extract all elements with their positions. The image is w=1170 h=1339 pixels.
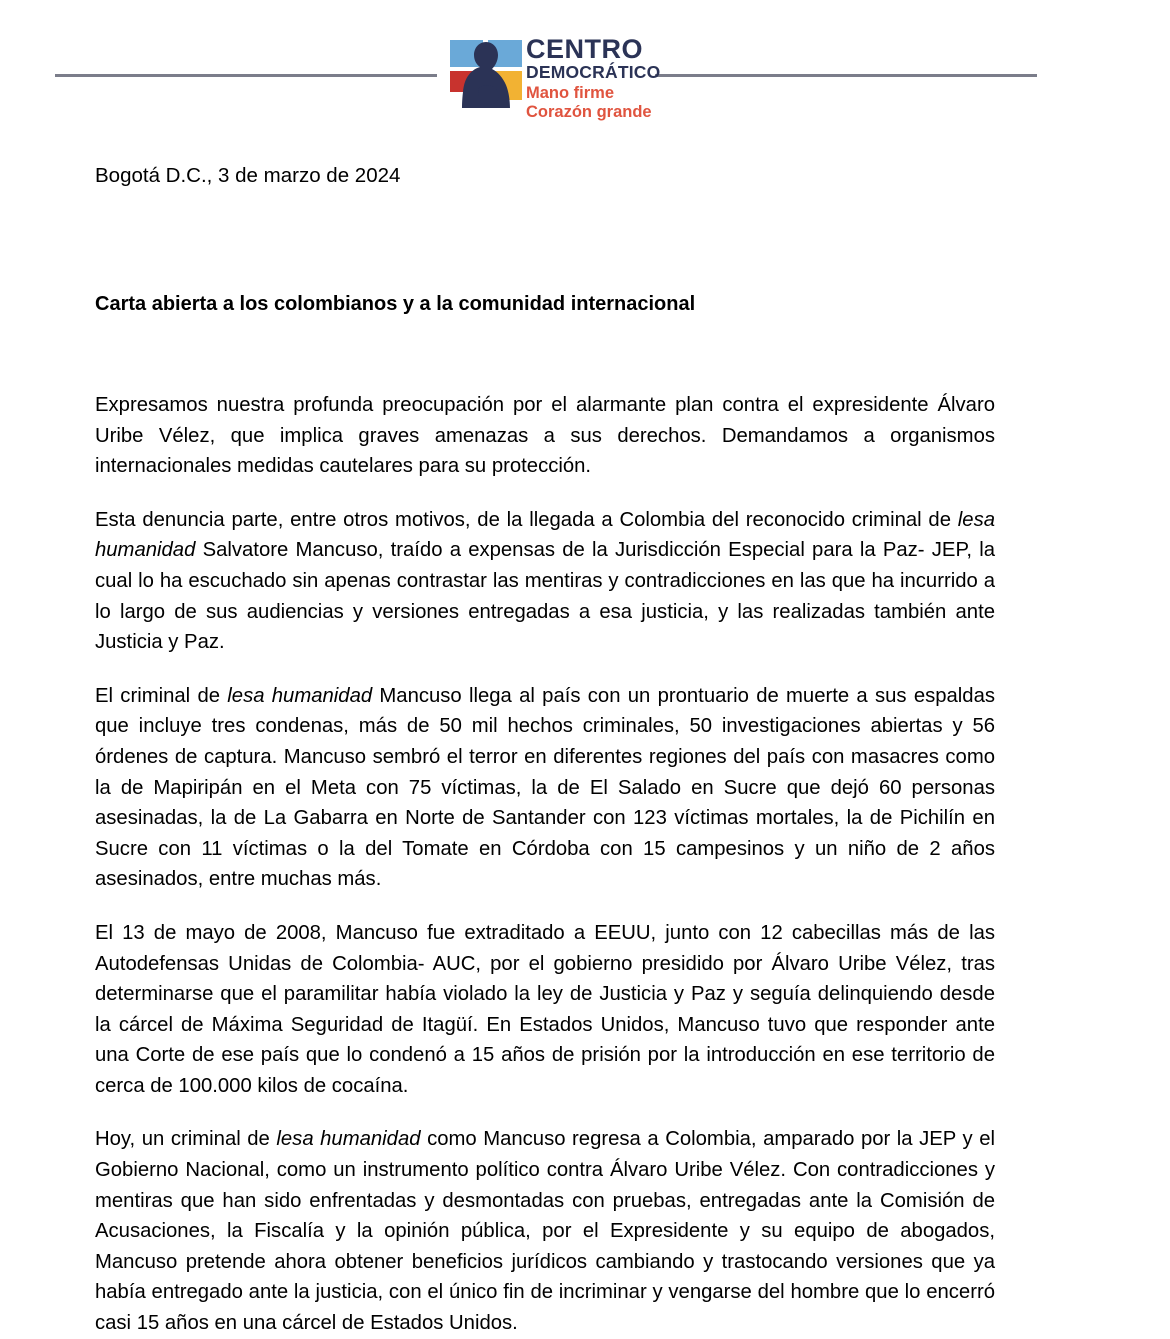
centro-democratico-emblem-icon xyxy=(448,36,524,116)
wordmark-line-centro: CENTRO xyxy=(526,34,643,64)
tagline-line-mano-firme: Mano firme xyxy=(526,84,615,102)
wordmark-line-democratico: DEMOCRÁTICO xyxy=(526,62,661,82)
organization-wordmark xyxy=(526,36,706,121)
para-2 xyxy=(95,505,995,658)
para-3 xyxy=(95,681,995,895)
letter-body xyxy=(95,163,995,1339)
letter-paragraphs xyxy=(95,390,995,1339)
letterhead xyxy=(0,18,1170,133)
page-title: Carta abierta a los colombianos y a la comunidad internacional xyxy=(95,293,696,315)
para-5 xyxy=(95,1124,995,1338)
body-text: como Mancuso regresa a Colombia, amparado por la JEP y el Gobierno Nacional, como un instrumento político contra Álvaro Uribe Vélez. Con contradicciones y mentiras que han sido enfrentadas y desmontadas con pruebas, entregadas ante la Comisión de Acusaciones, la Fiscalía y la opinión pública, por el Expresidente y su equipo de abogados, Mancuso pretende ahora obtener beneficios jurídicos cambiando y trastocando versiones que ya había entregado ante la justicia, con el único fin de incriminar y vengarse del hombre que lo encerró casi 15 años en una cárcel de Estados Unidos. xyxy=(95,1128,996,1335)
body-text: Hoy, un criminal de xyxy=(95,1128,277,1151)
emphasis-text: lesa humanidad xyxy=(227,684,373,707)
emphasis-text: lesa humanidad xyxy=(95,508,995,562)
para-1 xyxy=(95,390,995,482)
para-4 xyxy=(95,918,995,1102)
body-text: Esta denuncia parte, entre otros motivos, de la llegada a Colombia del reconocido criminal de xyxy=(95,508,958,531)
body-text: El 13 de mayo de 2008, Mancuso fue extraditado a EEUU, junto con 12 cabecillas más de las Autodefensas Unidas de Colombia- AUC, por el gobierno presidido por Álvaro Uribe Vélez, tras determinarse que el paramilitar había violado la ley de Justicia y Paz y seguía delinquiendo desde la cárcel de Máxima Seguridad de Itagüí. En Estados Unidos, Mancuso tuvo que responder ante una Corte de ese país que lo condenó a 15 años de prisión por la introducción en ese territorio de cerca de 100.000 kilos de cocaína. xyxy=(95,921,995,1097)
organization-logo xyxy=(448,18,708,133)
dateline: Bogotá D.C., 3 de marzo de 2024 xyxy=(95,164,401,187)
body-text: El criminal de xyxy=(95,684,228,707)
emphasis-text: lesa humanidad xyxy=(276,1128,421,1151)
letterhead-rule-right xyxy=(655,74,1037,77)
letterhead-rule-left xyxy=(55,74,437,77)
body-text: Mancuso llega al país con un prontuario de muerte a sus espaldas que incluye tres condenas, más de 50 mil hechos criminales, 50 investigaciones abiertas y 56 órdenes de captura. Mancuso sembró el terror en diferentes regiones del país con masacres como la de Mapiripán en el Meta con 75 víctimas, la de El Salado en Sucre que dejó 60 personas asesinadas, la de La Gabarra en Norte de Santander con 123 víctimas mortales, la de Pichilín en Sucre con 11 víctimas o la del Tomate en Córdoba con 15 campesinos y un niño de 2 años asesinados, entre muchas más. xyxy=(95,684,995,891)
body-text: Salvatore Mancuso, traído a expensas de la Jurisdicción Especial para la Paz- JEP, la cual lo ha escuchado sin apenas contrastar las mentiras y contradicciones en las que ha incurrido a lo largo de sus audiencias y versiones entregadas a esa justicia, y las realizadas también ante Justicia y Paz. xyxy=(95,539,995,654)
organization-tagline xyxy=(526,84,706,121)
tagline-line-corazon-grande: Corazón grande xyxy=(526,102,652,121)
body-text: Expresamos nuestra profunda preocupación por el alarmante plan contra el expresidente Álvaro Uribe Vélez, que implica graves amenazas a sus derechos. Demandamos a organismos internacionales medidas cautelares para su protección. xyxy=(95,394,995,478)
